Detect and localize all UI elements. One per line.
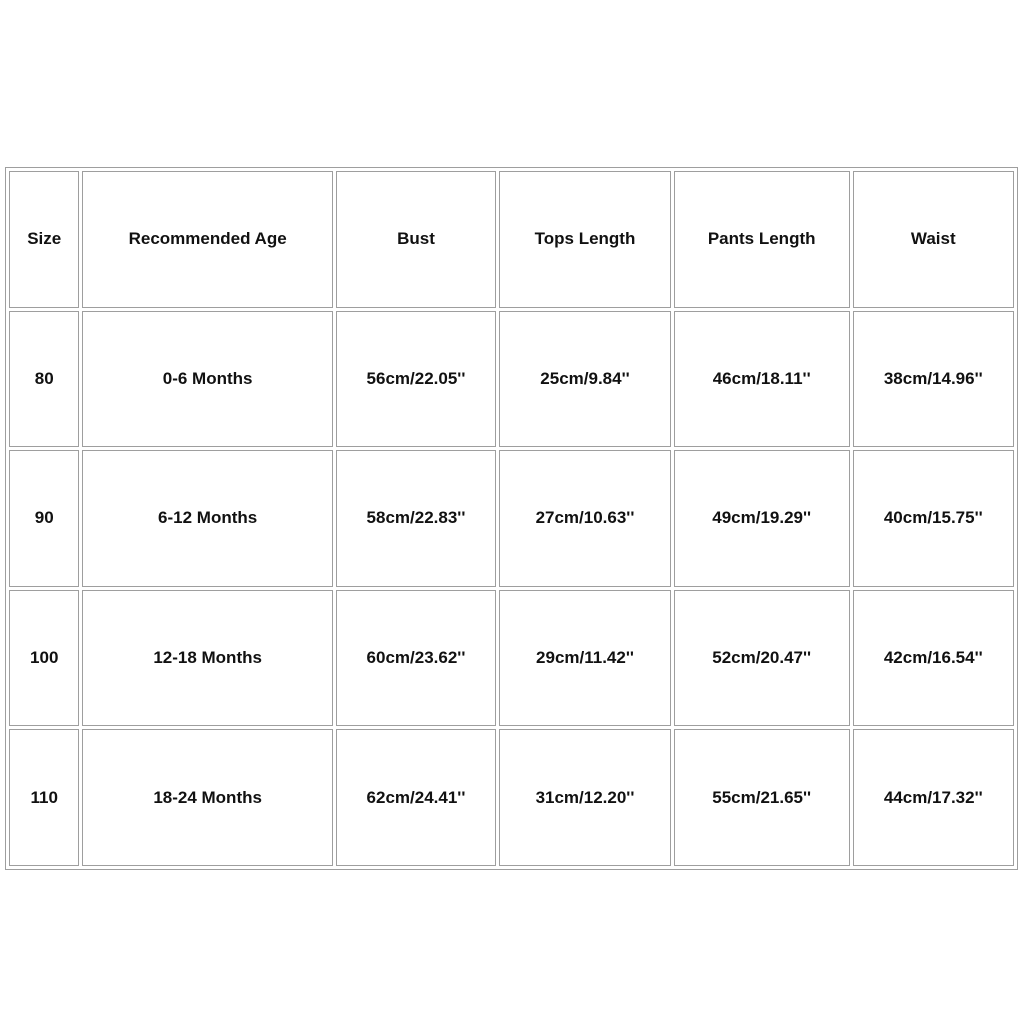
cell-recommended-age: 12-18 Months bbox=[82, 590, 332, 727]
table-row bbox=[9, 311, 1014, 448]
table-row bbox=[9, 590, 1014, 727]
table-row bbox=[9, 450, 1014, 587]
header-size: Size bbox=[9, 171, 79, 308]
cell-bust: 56cm/22.05'' bbox=[336, 311, 496, 448]
table-header-row bbox=[9, 171, 1014, 308]
table-row bbox=[9, 729, 1014, 866]
cell-size: 80 bbox=[9, 311, 79, 448]
header-waist: Waist bbox=[853, 171, 1014, 308]
cell-pants-length: 52cm/20.47'' bbox=[674, 590, 850, 727]
cell-size: 100 bbox=[9, 590, 79, 727]
cell-recommended-age: 0-6 Months bbox=[82, 311, 332, 448]
cell-size: 110 bbox=[9, 729, 79, 866]
cell-bust: 60cm/23.62'' bbox=[336, 590, 496, 727]
cell-recommended-age: 6-12 Months bbox=[82, 450, 332, 587]
cell-tops-length: 29cm/11.42'' bbox=[499, 590, 671, 727]
cell-tops-length: 27cm/10.63'' bbox=[499, 450, 671, 587]
cell-waist: 42cm/16.54'' bbox=[853, 590, 1014, 727]
cell-waist: 40cm/15.75'' bbox=[853, 450, 1014, 587]
cell-bust: 58cm/22.83'' bbox=[336, 450, 496, 587]
cell-waist: 38cm/14.96'' bbox=[853, 311, 1014, 448]
cell-bust: 62cm/24.41'' bbox=[336, 729, 496, 866]
header-bust: Bust bbox=[336, 171, 496, 308]
cell-tops-length: 31cm/12.20'' bbox=[499, 729, 671, 866]
cell-pants-length: 49cm/19.29'' bbox=[674, 450, 850, 587]
cell-waist: 44cm/17.32'' bbox=[853, 729, 1014, 866]
cell-pants-length: 46cm/18.11'' bbox=[674, 311, 850, 448]
cell-size: 90 bbox=[9, 450, 79, 587]
cell-recommended-age: 18-24 Months bbox=[82, 729, 332, 866]
header-tops-length: Tops Length bbox=[499, 171, 671, 308]
cell-pants-length: 55cm/21.65'' bbox=[674, 729, 850, 866]
cell-tops-length: 25cm/9.84'' bbox=[499, 311, 671, 448]
header-recommended-age: Recommended Age bbox=[82, 171, 332, 308]
size-chart-table bbox=[5, 167, 1018, 870]
header-pants-length: Pants Length bbox=[674, 171, 850, 308]
